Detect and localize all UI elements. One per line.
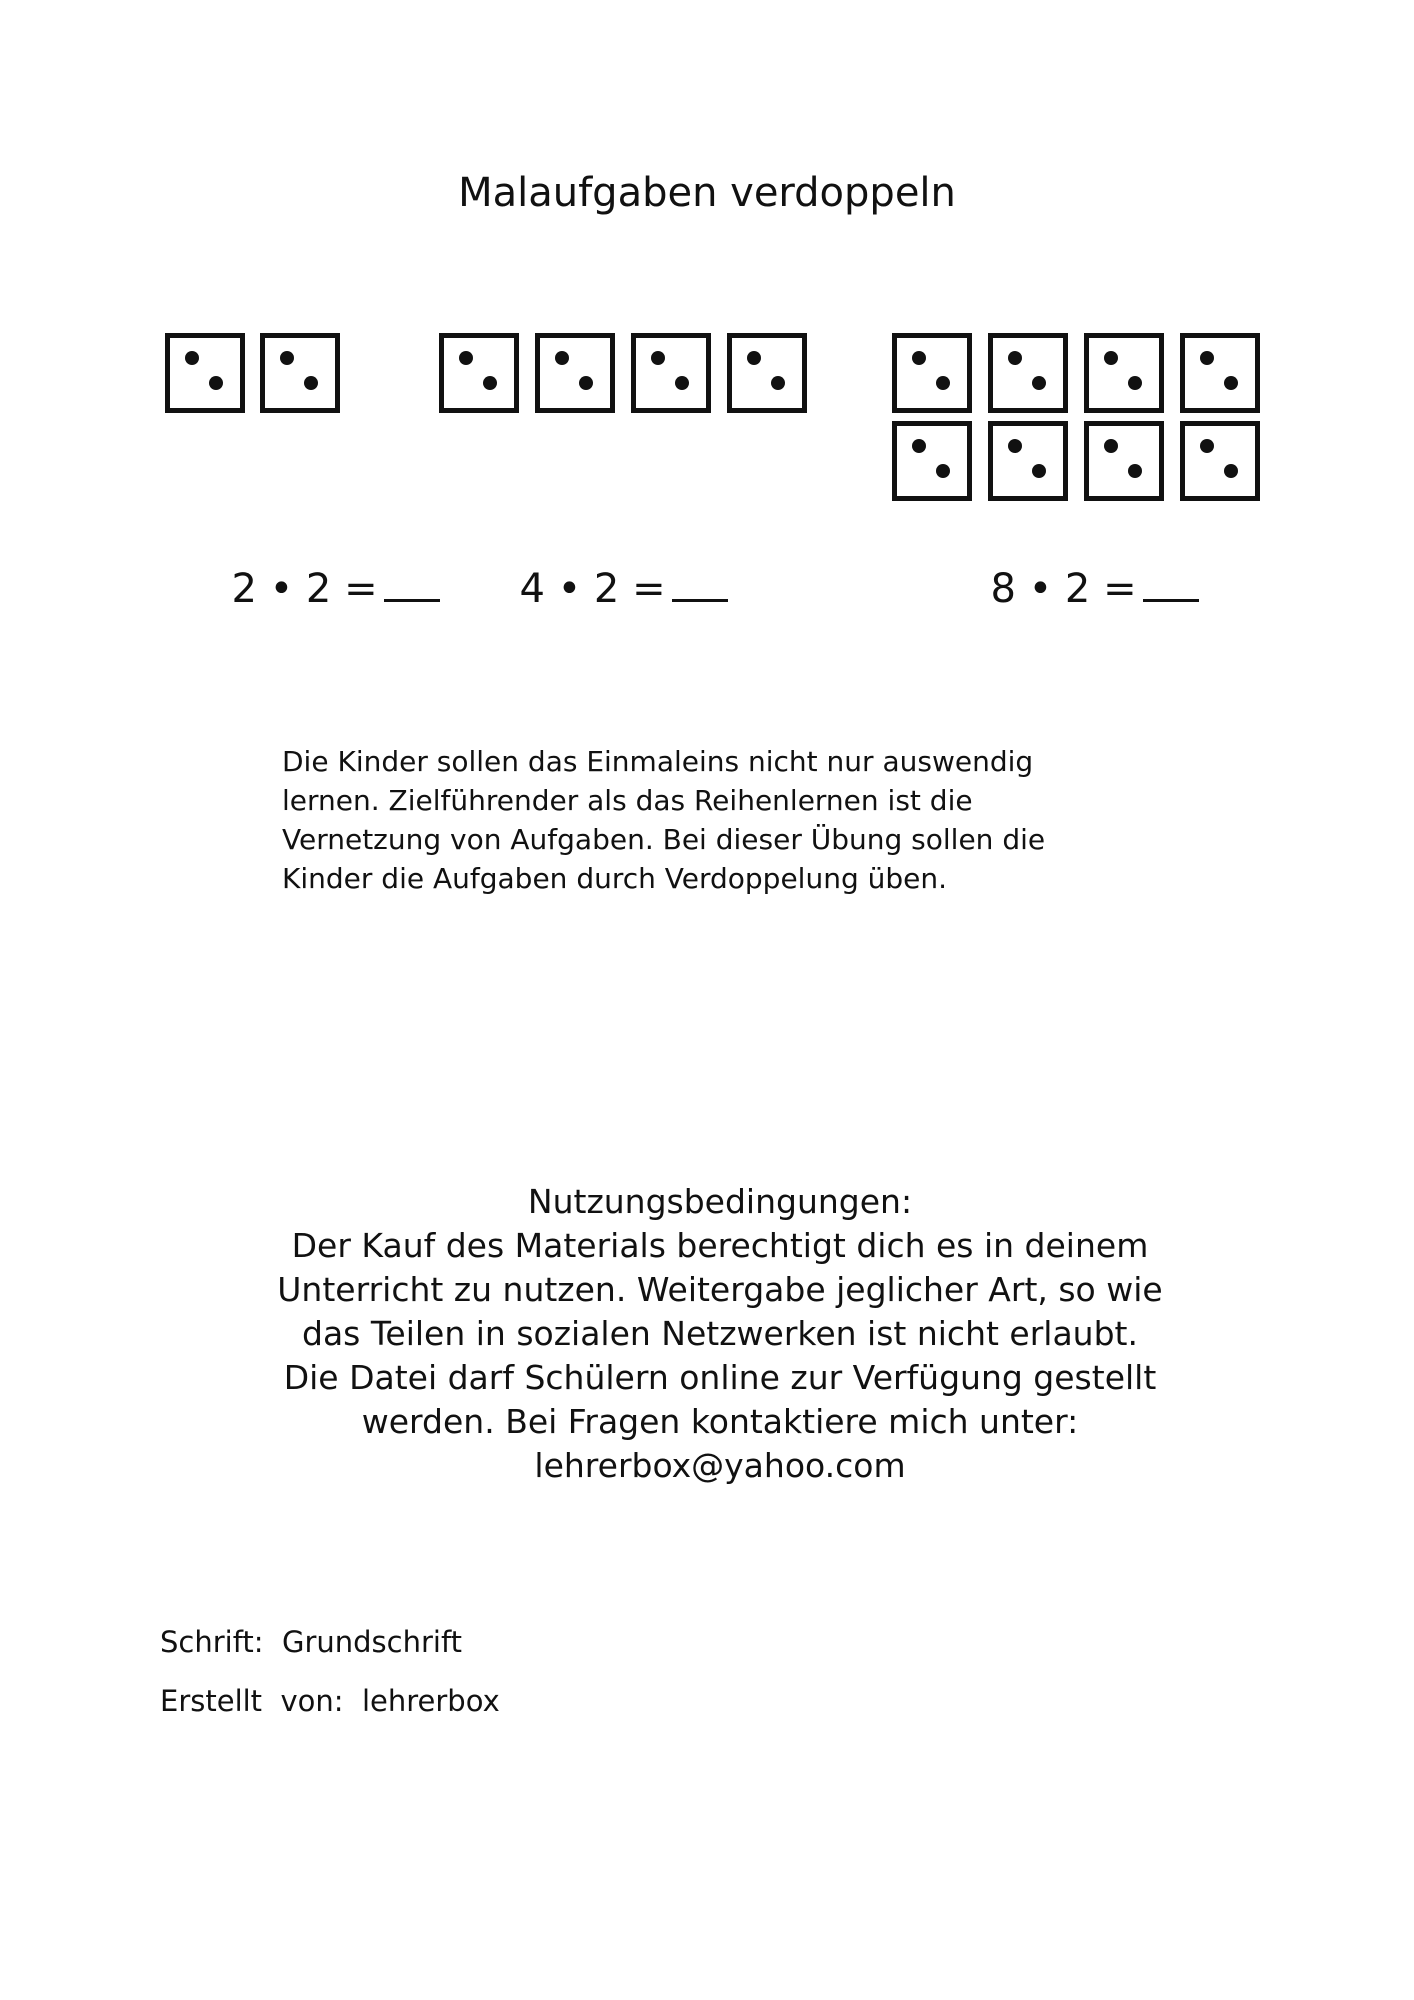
terms-text: Der Kauf des Materials berechtigt dich es in deinem Unterricht zu nutzen. Weitergabe jeglicher Art, so wie das Teilen in sozialen Netzwerken ist nicht erlaubt. Die Datei darf Schülern online zur Verfügung gestellt werden. Bei Fragen kontaktiere mich unter: lehrerbox@yahoo.com — [277, 1226, 1163, 1485]
page-title: Malaufgaben verdoppeln — [458, 170, 956, 216]
die-icon — [1180, 421, 1260, 501]
terms-section — [270, 1180, 1170, 1488]
die-icon — [260, 333, 340, 413]
equation-text: 4 • 2 = — [519, 566, 666, 612]
die-icon — [892, 333, 972, 413]
die-icon — [988, 333, 1068, 413]
answer-blank[interactable] — [384, 569, 440, 602]
author-credit: Erstellt von: lehrerbox — [160, 1684, 500, 1718]
font-credit: Schrift: Grundschrift — [160, 1625, 463, 1659]
equation-text: 2 • 2 = — [231, 566, 378, 612]
die-icon — [1180, 333, 1260, 413]
die-icon — [1084, 333, 1164, 413]
equation-2 — [494, 520, 728, 612]
die-icon — [165, 333, 245, 413]
description-paragraph: Die Kinder sollen das Einmaleins nicht nur auswendig lernen. Zielführender als das Reihenlernen ist die Vernetzung von Aufgaben. Bei dieser Übung sollen die Kinder die Aufgaben durch Verdoppelung üben. — [282, 745, 1046, 895]
die-icon — [439, 333, 519, 413]
equation-3 — [965, 520, 1199, 612]
die-icon — [535, 333, 615, 413]
equation-1 — [206, 520, 440, 612]
answer-blank[interactable] — [672, 569, 728, 602]
die-icon — [988, 421, 1068, 501]
die-icon — [1084, 421, 1164, 501]
die-icon — [631, 333, 711, 413]
equation-text: 8 • 2 = — [990, 566, 1137, 612]
die-icon — [892, 421, 972, 501]
terms-heading: Nutzungsbedingungen: — [527, 1182, 913, 1221]
die-icon — [727, 333, 807, 413]
answer-blank[interactable] — [1143, 569, 1199, 602]
